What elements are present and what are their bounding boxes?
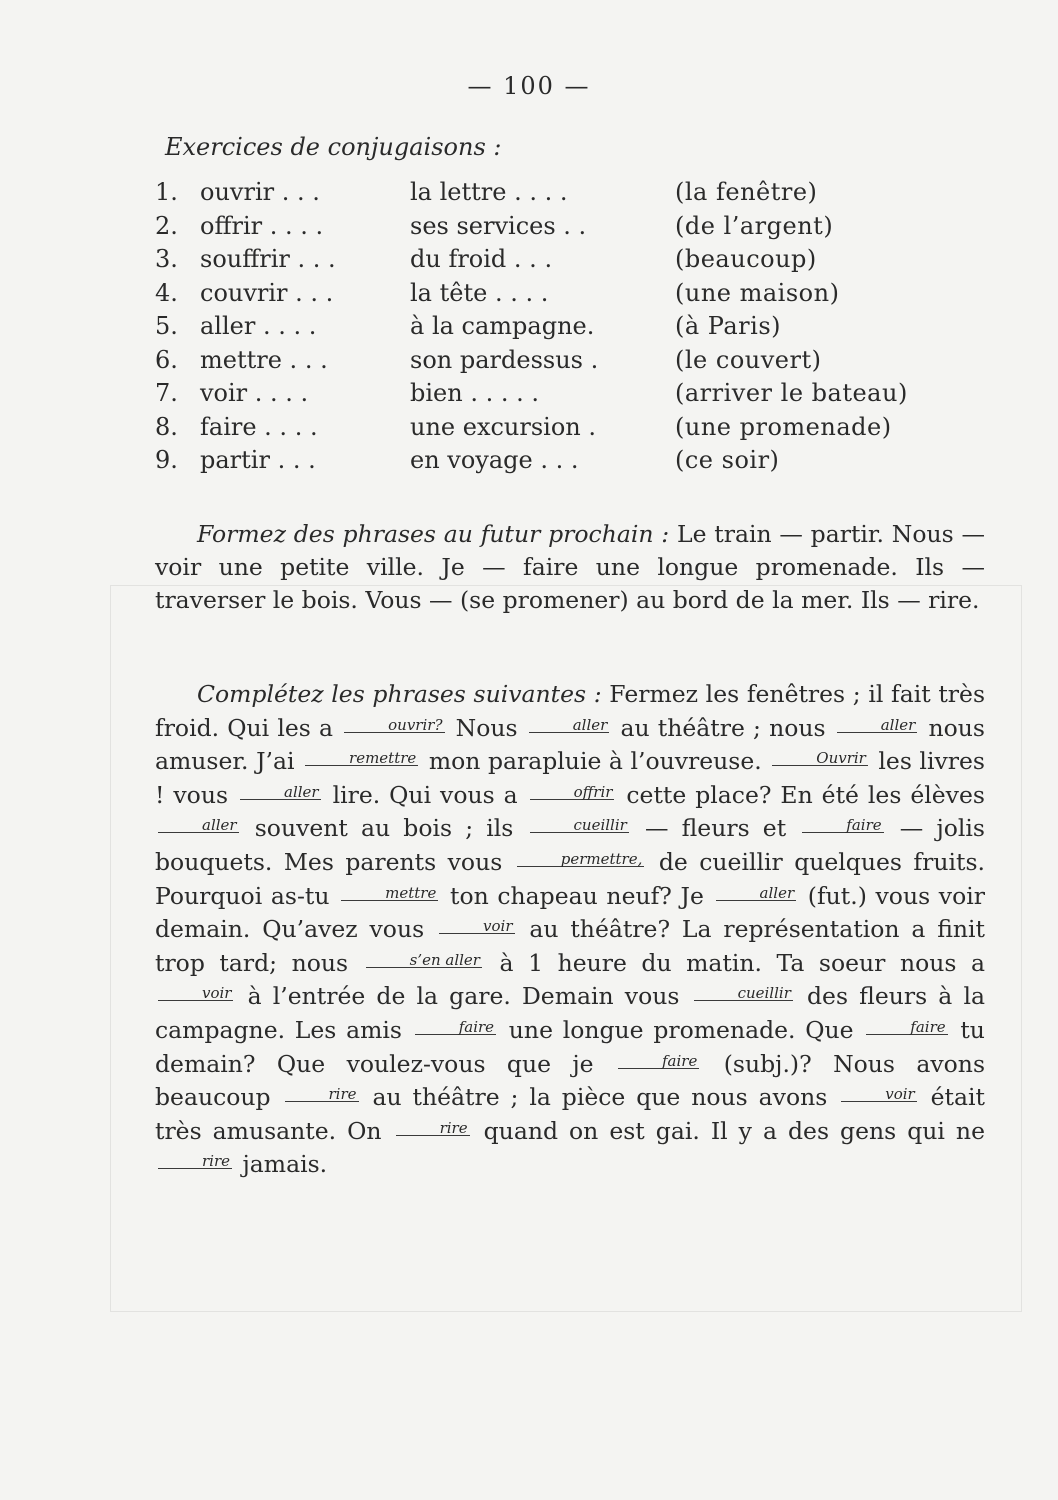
text-run: au théâtre? La représentation a finit trop tard; nous [155,915,985,977]
row-number: 3. [155,245,178,273]
row-number: 5. [155,312,178,340]
row-alternative: (à Paris) [675,312,782,340]
handwritten-answer: offrir [530,785,615,800]
row-verb: mettre . . . [200,345,328,374]
handwritten-answer: ouvrir? [344,718,444,733]
handwritten-answer: remettre [305,751,418,766]
row-alternative: (beaucoup) [675,245,817,273]
row-verb: aller . . . . [200,312,317,340]
text-run: lire. Qui vous a [332,780,518,809]
page-number: — 100 — [467,72,591,100]
row-number: 9. [155,446,178,474]
handwritten-answer: aller [240,785,321,800]
text-run: à l’entrée de la gare. Demain vous [247,982,680,1011]
text-run: — fleurs et [644,814,787,843]
handwritten-answer: permettre, [517,852,645,867]
row-alternative: (une promenade) [675,412,892,441]
row-verb: faire . . . . [200,412,318,441]
row-number: 1. [155,178,178,206]
row-object: la tête . . . . [410,278,549,307]
row-number: 7. [155,379,178,407]
future-lead: Formez des phrases au futur prochain : [197,520,670,548]
handwritten-answer: voir [841,1087,916,1102]
handwritten-answer: voir [439,919,514,934]
exercises-title: Exercices de conjugaisons : [165,133,502,161]
handwritten-answer: faire [415,1020,496,1035]
row-object: à la campagne. [410,312,595,340]
text-run: (subj.)? Nous avons beaucoup [155,1049,986,1112]
text-run: Fermez les fenêtres ; il fait très froid. Qui les a [155,680,986,742]
text-run: au théâtre ; nous [620,713,826,742]
row-verb: ouvrir . . . [200,178,320,206]
row-object: la lettre . . . . [410,178,568,206]
text-run: ton chapeau neuf? Je [450,881,704,910]
text-run: tu demain? Que voulez-vous que je [155,1015,985,1078]
text-run: — jolis bouquets. Mes parents vous [155,814,985,876]
handwritten-answer: aller [158,818,239,833]
handwritten-answer: faire [618,1054,699,1069]
text-run: mon parapluie à l’ouvreuse. [428,747,762,776]
handwritten-answer: aller [716,886,797,901]
text-run: de cueillir quelques fruits. Pourquoi as-tu [155,847,985,910]
row-verb: partir . . . [200,446,316,474]
row-number: 8. [155,412,178,441]
handwritten-answer: faire [866,1020,947,1035]
text-run: une longue promenade. Que [508,1015,854,1044]
row-object: ses services . . [410,211,587,240]
row-alternative: (le couvert) [675,345,822,374]
handwritten-answer: mettre [341,886,438,901]
row-alternative: (de l’argent) [675,211,834,240]
row-object: son pardessus . [410,345,599,374]
text-run: était très amusante. On [155,1083,985,1145]
handwritten-answer: cueillir [530,818,629,833]
row-object: en voyage . . . [410,446,579,474]
text-run: cette place? En été les élèves [626,780,985,809]
row-verb: voir . . . . [200,379,309,407]
row-verb: souffrir . . . [200,245,336,273]
handwritten-answer: aller [529,718,610,733]
handwritten-answer: s’en aller [366,953,482,968]
row-number: 4. [155,278,178,307]
handwritten-answer: Ouvrir [772,751,868,766]
text-run: jamais. [242,1150,328,1179]
row-object: bien . . . . . [410,379,539,407]
text-run: à 1 heure du matin. Ta soeur nous a [499,948,985,977]
text-run: au théâtre ; la pièce que nous avons [372,1083,828,1112]
handwritten-answer: rire [158,1154,232,1169]
future-text: Le train — partir. Nous — voir une petite ville. Je — faire une longue promenade. Ils — traverser le bois. Vous — (se promener) au bord de la mer. Ils — rire. [155,520,985,614]
handwritten-answer: rire [285,1087,359,1102]
handwritten-answer: faire [802,818,883,833]
handwritten-answer: aller [837,718,918,733]
handwritten-answer: rire [396,1121,470,1136]
complete-lead: Complétez les phrases suivantes : [197,680,602,708]
row-verb: couvrir . . . [200,278,334,307]
future-paragraph [155,518,985,617]
complete-paragraph [155,678,985,1182]
text-run: souvent au bois ; ils [254,814,514,843]
handwritten-answer: voir [158,986,233,1001]
text-run: les livres ! vous [155,747,985,809]
row-alternative: (une maison) [675,278,840,307]
row-number: 6. [155,345,178,374]
text-run: Nous [455,713,518,742]
row-verb: offrir . . . . [200,211,324,240]
row-number: 2. [155,211,178,240]
text-run: quand on est gai. Il y a des gens qui ne [483,1116,985,1145]
row-object: une excursion . [410,412,597,441]
row-object: du froid . . . [410,245,553,273]
text-run: des fleurs à la campagne. Les amis [155,982,985,1044]
handwritten-answer: cueillir [694,986,793,1001]
text-run: (fut.) vous voir demain. Qu’avez vous [155,881,985,944]
row-alternative: (la fenêtre) [675,178,818,206]
row-alternative: (arriver le bateau) [675,379,908,407]
row-alternative: (ce soir) [675,446,780,474]
text-run: nous amuser. J’ai [155,713,985,776]
